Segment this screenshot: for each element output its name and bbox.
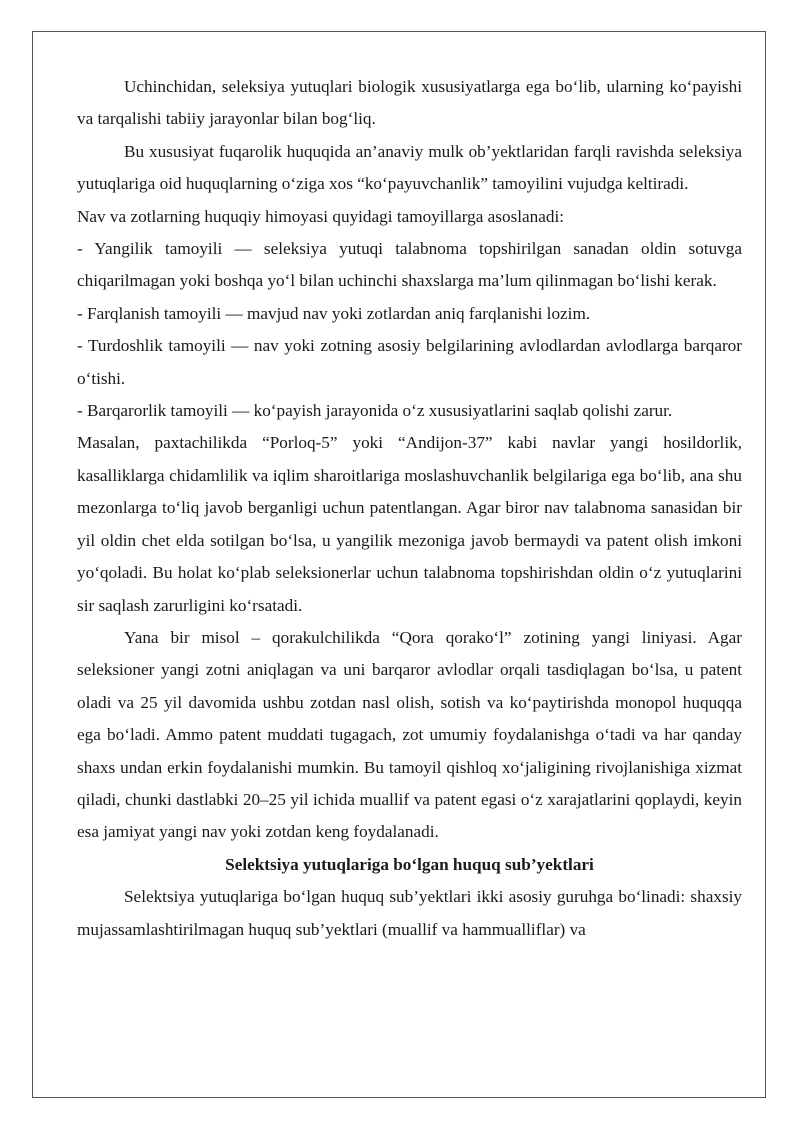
section-heading: Selektsiya yutuqlariga bo‘lgan huquq sub’yektlari bbox=[225, 854, 594, 874]
paragraph: Uchinchidan, seleksiya yutuqlari biologik xususiyatlarga ega bo‘lib, ularning ko‘payishi va tarqalishi tabiiy jarayonlar bilan bog‘liq. bbox=[77, 77, 742, 129]
paragraph: Yana bir misol – qorakulchilikda “Qora qorako‘l” zotining yangi liniyasi. Agar seleksioner yangi zotni aniqlagan va uni barqaror avlodlar orqali tasdiqlagan bo‘lsa, u patent oladi va 25 yil davomida ushbu zotdan nasl olish, sotish va ko‘paytirishda monopol huquqqa ega bo‘ladi. Ammo patent muddati tugagach, zot umumiy foydalanishga o‘tadi va har qanday shaxs undan erkin foydalanishi mumkin. Bu tamoyil qishloq xo‘jaligining rivojlanishiga xizmat qiladi, chunki dastlabki 20–25 yil ichida muallif va patent egasi o‘z xarajatlarini qoplaydi, keyin esa jamiyat yangi nav yoki zotdan keng foydalanadi. bbox=[77, 627, 742, 842]
document-body bbox=[77, 71, 742, 946]
paragraph: Masalan, paxtachilikda “Porloq-5” yoki “Andijon-37” kabi navlar yangi hosildorlik, kasalliklarga chidamlilik va iqlim sharoitlariga moslashuvchanlik belgilariga ega bo‘lib, ana shu mezonlarga to‘liq javob berganligi uchun patentlangan. Agar biror nav talabnoma sanasidan bir yil oldin chet elda sotilgan bo‘lsa, u yangilik mezoniga javob bermaydi va patent olish imkoni yo‘qoladi. Bu holat ko‘plab seleksionerlar uchun talabnoma topshirishdan oldin o‘z yutuqlarini sir saqlash zarurligini ko‘rsatadi. bbox=[77, 433, 742, 615]
list-item: - Turdoshlik tamoyili — nav yoki zotning asosiy belgilarining avlodlardan avlodlarga barqaror o‘tishi. bbox=[77, 336, 742, 388]
paragraph: Bu xususiyat fuqarolik huquqida an’anaviy mulk ob’yektlaridan farqli ravishda seleksiya yutuqlariga oid huquqlarning o‘ziga xos “ko‘payuvchanlik” tamoyilini vujudga keltiradi. bbox=[77, 141, 742, 194]
list-item: - Farqlanish tamoyili — mavjud nav yoki zotlardan aniq farqlanishi lozim. bbox=[77, 303, 591, 323]
paragraph: Nav va zotlarning huquqiy himoyasi quyidagi tamoyillarga asoslanadi: bbox=[77, 206, 565, 226]
paragraph: Selektsiya yutuqlariga bo‘lgan huquq sub’yektlari ikki asosiy guruhga bo‘linadi: shaxsiy mujassamlashtirilmagan huquq sub’yektlari (muallif va hammualliflar) va bbox=[77, 887, 742, 939]
list-item: - Barqarorlik tamoyili — ko‘payish jarayonida o‘z xususiyatlarini saqlab qolishi zarur. bbox=[77, 401, 673, 421]
list-item: - Yangilik tamoyili — seleksiya yutuqi talabnoma topshirilgan sanadan oldin sotuvga chiqarilmagan yoki boshqa yo‘l bilan uchinchi shaxslarga ma’lum qilinmagan bo‘lishi kerak. bbox=[77, 239, 742, 291]
